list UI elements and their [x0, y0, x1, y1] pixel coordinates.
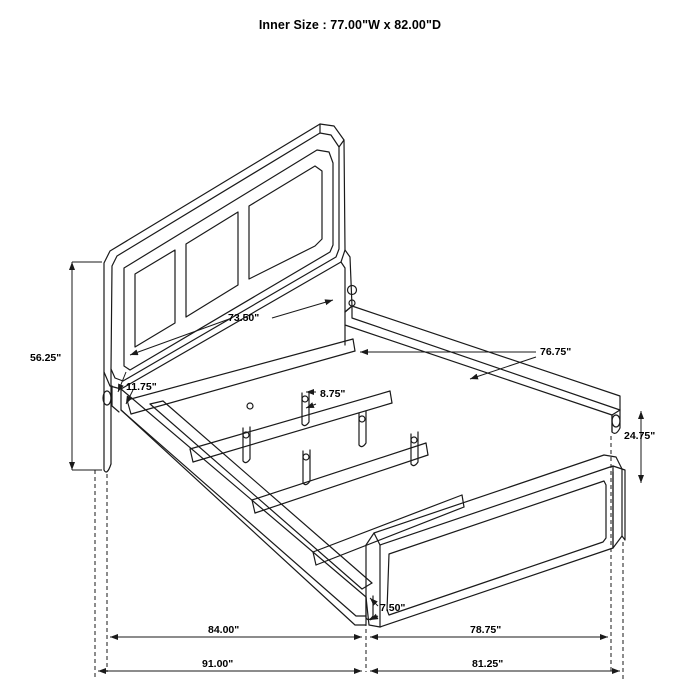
- bed-illustration: [103, 124, 625, 627]
- page-title: Inner Size : 77.00"W x 82.00"D: [258, 18, 442, 32]
- dim-side-rail-length: 76.75": [540, 346, 572, 358]
- dim-footboard-clearance: 7.50": [380, 602, 406, 614]
- dim-depth-lower-right: 81.25": [472, 658, 504, 670]
- dim-rail-height-front: 11.75": [126, 381, 157, 393]
- dim-slat-height: 8.75": [320, 388, 346, 400]
- dim-depth-upper-left: 84.00": [208, 624, 240, 636]
- dim-footboard-height: 24.75": [624, 430, 656, 442]
- dim-depth-lower-left: 91.00": [202, 658, 234, 670]
- dim-depth-upper-right: 78.75": [470, 624, 502, 636]
- dim-headboard-width: 73.50": [228, 312, 260, 324]
- dim-headboard-height: 56.25": [30, 352, 62, 364]
